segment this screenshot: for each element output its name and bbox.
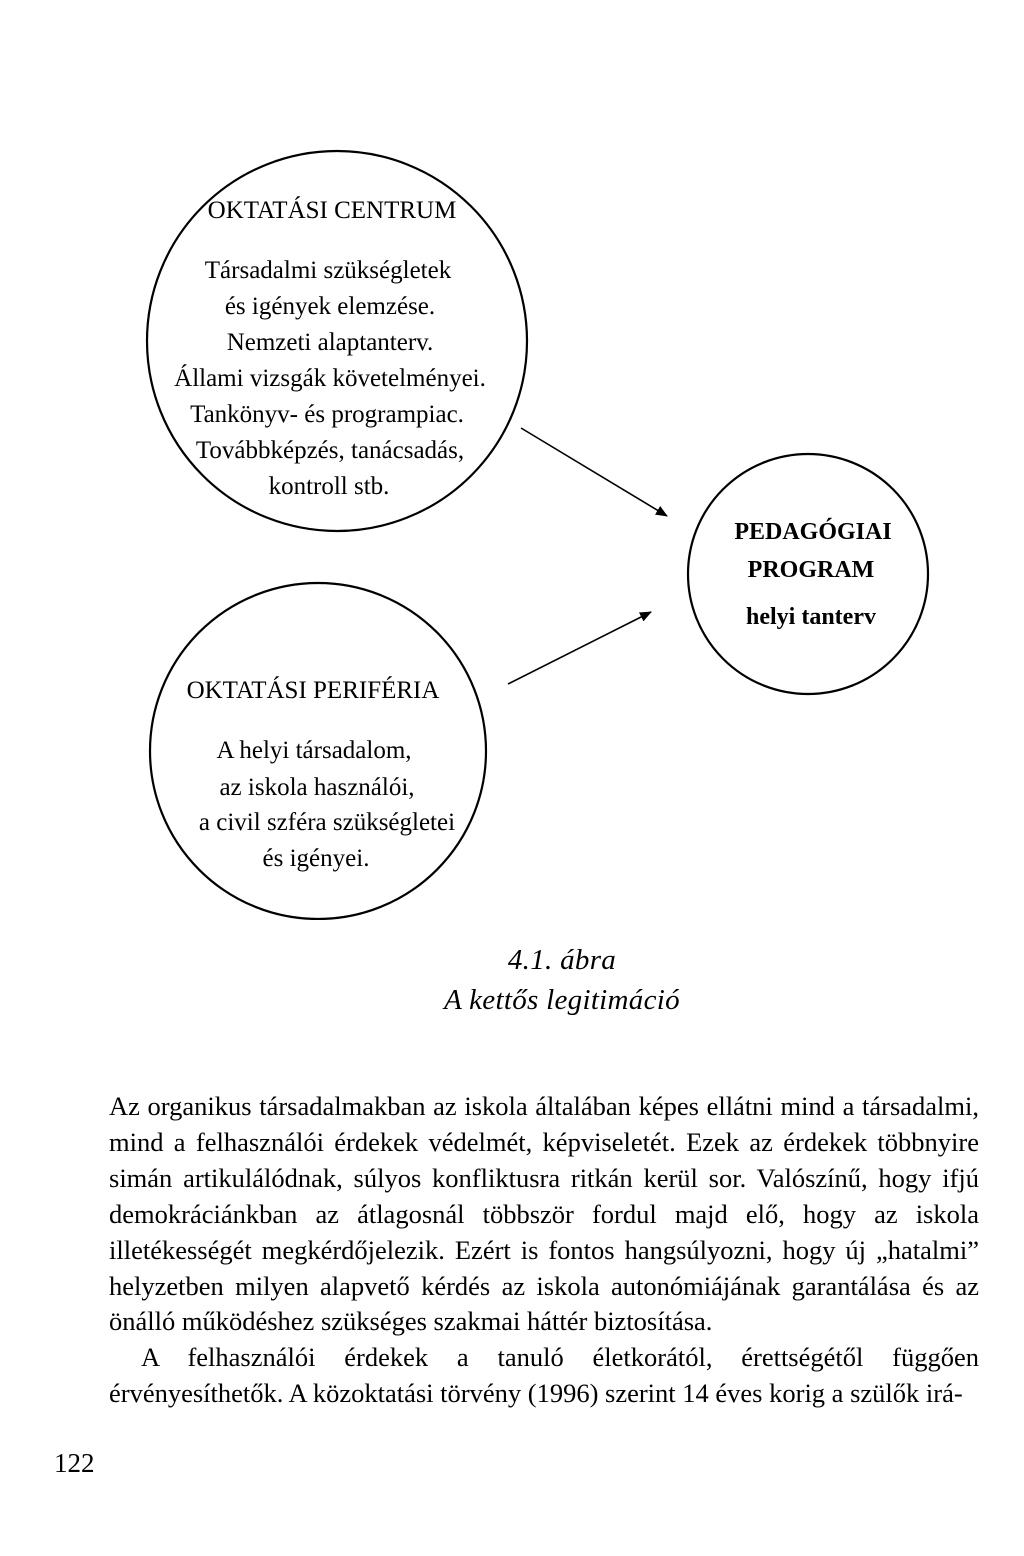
centrum-line: Továbbképzés, tanácsadás, [195,437,465,464]
program-title-line1: PEDAGÓGIAI [734,519,892,545]
program-node [688,454,928,694]
periferia-title: OKTATÁSI PERIFÉRIA [186,677,440,704]
page-number: 122 [54,1448,95,1478]
periferia-line: A helyi társadalom, [216,737,412,764]
arrow-centrum-to-program [521,428,667,516]
periferia-line: és igényei. [262,845,370,872]
centrum-node [147,151,527,531]
paragraph: A felhasználói érdekek a tanuló életkorától, érettségétől függően érvényesíthetők. A közoktatási törvény (1996) szerint 14 éves korig a szülők irá- [109,1342,979,1409]
centrum-line: Nemzeti alaptanterv. [226,329,434,356]
periferia-line: az iskola használói, [219,774,415,801]
centrum-line: és igények elemzése. [224,293,436,320]
paragraph: Az organikus társadalmakban az iskola általában képes ellátni mind a társadalmi, mind a felhasználói érdekek védelmét, képviseletét. Ezek az érdekek többnyire simán artikulálódnak, súlyos konfliktusra ritkán kerül sor. Valószínű, hogy ifjú demokráciánkban az átlagosnál többször fordul majd elő, hogy az iskola illetékességét megkérdőjelezik. Ezért is fontos hangsúlyozni, hogy új „hatalmi” helyzetben milyen alapvető kérdés az iskola autonómiájának garantálása és az önálló működéshez szükséges szakmai háttér biztosítása. [109,1091,979,1337]
centrum-line: Állami vizsgák követelményei. [174,365,486,392]
program-subtitle: helyi tanterv [746,604,876,630]
body-text [109,1089,979,1412]
periferia-line: a civil szféra szükségletei [198,809,456,836]
centrum-line: kontroll stb. [268,473,390,500]
centrum-title: OKTATÁSI CENTRUM [207,197,457,224]
centrum-line: Társadalmi szükségletek [204,257,452,284]
figure-title: A kettős legitimáció [444,984,680,1016]
centrum-line: Tankönyv- és programpiac. [190,401,464,428]
arrow-periferia-to-program [508,612,651,684]
figure-number: 4.1. ábra [507,944,617,976]
periferia-node [150,583,486,919]
program-title-line2: PROGRAM [747,557,875,583]
